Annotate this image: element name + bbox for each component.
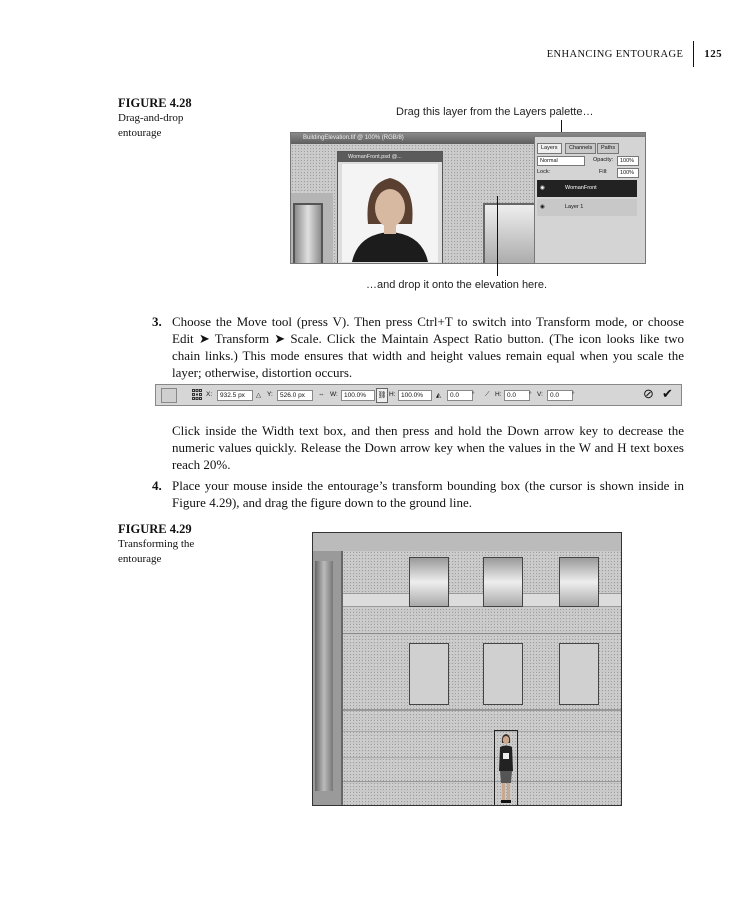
page-number: 125 (704, 48, 722, 60)
lower-window-1 (409, 643, 449, 705)
y-label: Y: (267, 391, 273, 398)
commit-transform-icon[interactable]: ✔ (662, 386, 673, 401)
h-label: H: (389, 391, 396, 398)
width-icon: ⇔ (318, 391, 325, 398)
w-label: W: (330, 391, 338, 398)
course-line-3 (343, 731, 622, 732)
left-glazing (315, 561, 333, 791)
callout-bottom: …and drop it onto the elevation here. (366, 279, 548, 291)
course-line-1 (343, 633, 622, 634)
hskew-degree: ° (529, 391, 532, 398)
figure-428-label: FIGURE 4.28 (118, 96, 192, 110)
upper-window-1 (409, 557, 449, 607)
delta-icon[interactable]: △ (256, 392, 261, 399)
step-4-number: 4. (152, 478, 162, 493)
eye-icon[interactable]: ◉ (540, 204, 545, 210)
move-tool-icon[interactable] (161, 388, 177, 403)
height-field[interactable]: 100.0% (398, 390, 432, 401)
building-elevation-image (312, 532, 622, 806)
woman-portrait (342, 164, 438, 262)
hskew-field[interactable]: 0.0 (504, 390, 530, 401)
y-field[interactable]: 526.0 px (277, 390, 313, 401)
step-4 (152, 477, 684, 511)
callout-top: Drag this layer from the Layers palette… (396, 106, 594, 118)
layer-row-layer1[interactable] (537, 199, 637, 216)
figure-428-caption-line-1: Drag-and-drop (118, 112, 184, 124)
doc-window-title: WomanFront.psd @... (348, 154, 402, 160)
woman-figure (495, 731, 517, 805)
lock-label: Lock: (537, 169, 551, 175)
figure-429-caption-line-1: Transforming the (118, 538, 195, 550)
width-field[interactable]: 100.0% (341, 390, 375, 401)
figure-428-caption (118, 96, 192, 141)
header-divider (693, 41, 694, 67)
step-4-text: Place your mouse inside the entourage’s transform bounding box (the cursor is shown inside in Figure 4.29), and drag the figure down to the ground line. (172, 478, 684, 510)
hskew-label: H: (495, 391, 502, 398)
vskew-label: V: (537, 391, 543, 398)
upper-window-3 (559, 557, 599, 607)
layer-row-womanfront[interactable] (537, 180, 637, 197)
vskew-degree: ° (572, 391, 575, 398)
course-line-2 (343, 709, 622, 711)
upper-window-2 (483, 557, 523, 607)
figure-428-caption-line-2: entourage (118, 127, 162, 139)
callout-bottom-leader (497, 196, 498, 276)
eye-icon[interactable]: ◉ (540, 185, 545, 191)
tab-channels[interactable]: Channels (565, 143, 596, 154)
running-title: ENHANCING ENTOURAGE (546, 48, 684, 60)
fill-field[interactable]: 100% (617, 168, 639, 178)
layers-palette (534, 137, 645, 263)
paragraph-width-box: Click inside the Width text box, and then press and hold the Down arrow key to decrease the numeric values quickly. Release the Down arrow key when the values in the W and H text boxes reach 20%. (172, 423, 684, 472)
blend-mode-select[interactable]: Normal (537, 156, 585, 166)
elevation-window-right (483, 203, 537, 264)
main-window-title: BuildingElevation.tif @ 100% (RGB/8) (303, 135, 404, 141)
left-pilaster (313, 551, 343, 805)
vskew-field[interactable]: 0.0 (547, 390, 573, 401)
lower-window-2 (483, 643, 523, 705)
running-header (547, 41, 722, 67)
rotate-degree: ° (472, 391, 475, 398)
doc-window-titlebar (338, 152, 442, 162)
figure-429-caption (118, 522, 194, 567)
womanfront-document-window[interactable] (337, 151, 443, 264)
elevation-window-left (293, 203, 323, 264)
step-3-number: 3. (152, 314, 162, 329)
rotate-field[interactable]: 0.0 (447, 390, 473, 401)
photoshop-screenshot (290, 132, 646, 264)
x-label: X: (206, 391, 213, 398)
opacity-label: Opacity: (593, 157, 614, 163)
step-3-text: Choose the Move tool (press V). Then press Ctrl+T to switch into Transform mode, or choose Edit ➤ Transform ➤ Scale. Click the Maintain Aspect Ratio button. (The icon looks like two chain links.) This mode ensures that width and height values remain equal when you scale the layer; otherwise, distortion occurs. (172, 314, 684, 380)
step-3 (152, 313, 684, 381)
tab-paths[interactable]: Paths (597, 143, 619, 154)
fill-label: Fill: (599, 169, 608, 175)
tab-layers[interactable]: Layers (537, 143, 562, 154)
rotate-icon: ◭ (436, 392, 441, 399)
elevation-wall-left (291, 193, 333, 263)
maintain-aspect-ratio-chain-icon[interactable]: ⛓ (376, 388, 388, 403)
opacity-field[interactable]: 100% (617, 156, 639, 166)
lower-window-3 (559, 643, 599, 705)
roof-band (313, 533, 621, 551)
transform-bounding-box[interactable] (494, 730, 518, 806)
x-field[interactable]: 932.5 px (217, 390, 253, 401)
layer-name-womanfront: WomanFront (565, 185, 597, 191)
course-line-4 (343, 757, 622, 758)
skew-icon: ⟋ (485, 391, 490, 398)
figure-429-label: FIGURE 4.29 (118, 522, 192, 536)
woman-portrait-photo (342, 164, 438, 262)
course-line-5 (343, 781, 622, 782)
transform-options-bar (155, 384, 682, 406)
layer-name-layer1: Layer 1 (565, 204, 584, 210)
cancel-transform-icon[interactable]: ⊘ (643, 386, 654, 401)
reference-point-icon[interactable] (192, 388, 202, 401)
figure-429-caption-line-2: entourage (118, 553, 162, 565)
